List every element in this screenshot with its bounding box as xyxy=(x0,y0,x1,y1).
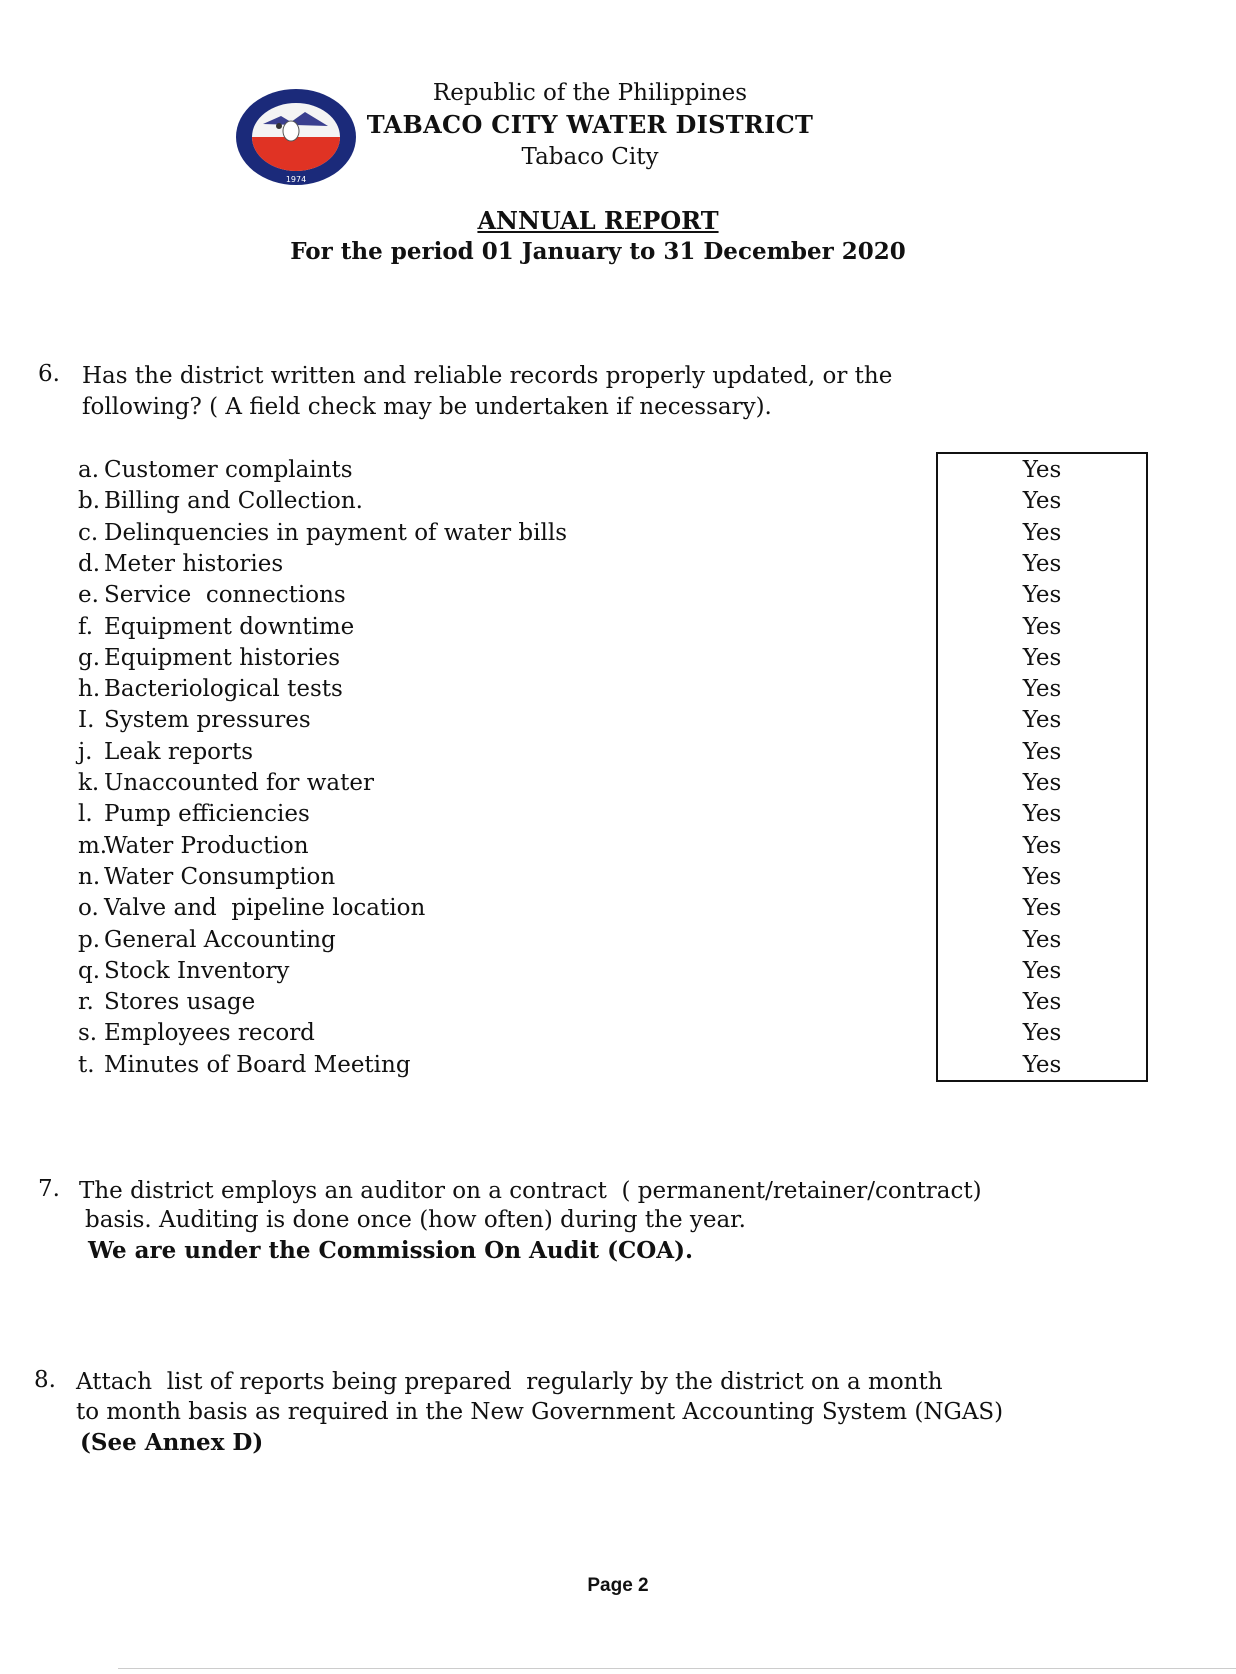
checklist-answer: Yes xyxy=(1022,801,1062,828)
checklist-answer: Yes xyxy=(1022,957,1062,984)
checklist-item-letter: r. xyxy=(78,989,94,1016)
checklist-item-letter: o. xyxy=(78,895,99,922)
checklist-answer: Yes xyxy=(1022,832,1062,859)
question-6-line-1: Has the district written and reliable records properly updated, or the xyxy=(82,363,893,389)
checklist-item-letter: a. xyxy=(78,457,100,483)
checklist-item-letter: l. xyxy=(78,801,93,828)
checklist-item-label: Service connections xyxy=(104,582,346,609)
checklist-item-letter: e. xyxy=(78,582,99,609)
checklist-item xyxy=(78,893,425,924)
checklist-item-letter: p. xyxy=(78,926,101,953)
checklist-item xyxy=(78,705,311,736)
svg-text:1974: 1974 xyxy=(285,175,307,184)
question-7-line-1: The district employs an auditor on a contract ( permanent/retainer/contract) xyxy=(79,1178,982,1204)
checklist-item-letter: g. xyxy=(78,644,101,671)
question-8-line-2: to month basis as required in the New Government Accounting System (NGAS) xyxy=(76,1399,1004,1425)
question-8-number: 8. xyxy=(34,1367,56,1393)
checklist-item-label: Water Production xyxy=(104,832,309,859)
checklist-item xyxy=(78,455,353,486)
checklist-item-letter: k. xyxy=(78,770,100,796)
report-title: ANNUAL REPORT xyxy=(477,206,719,235)
checklist-item-label: Pump efficiencies xyxy=(104,801,310,828)
checklist-item-label: Meter histories xyxy=(104,550,284,577)
checklist-answer: Yes xyxy=(1022,644,1062,671)
checklist-item-letter: I. xyxy=(78,707,95,734)
question-7-number: 7. xyxy=(38,1176,60,1202)
checklist-answer: Yes xyxy=(1022,1020,1062,1047)
checklist-item xyxy=(78,518,567,549)
question-8-line-1: Attach list of reports being prepared regularly by the district on a month xyxy=(76,1369,943,1395)
question-7-line-2: basis. Auditing is done once (how often) during the year. xyxy=(85,1207,746,1233)
checklist-item-label: Customer complaints xyxy=(104,457,353,483)
question-8-annex-note: (See Annex D) xyxy=(80,1429,264,1456)
district-name: TABACO CITY WATER DISTRICT xyxy=(366,110,814,139)
checklist-item-label: Equipment histories xyxy=(104,644,341,671)
checklist-item xyxy=(78,862,335,893)
checklist-item-label: Valve and pipeline location xyxy=(104,895,426,922)
checklist-answer: Yes xyxy=(1022,613,1062,640)
checklist-item xyxy=(78,549,283,580)
city-name: Tabaco City xyxy=(521,144,659,170)
checklist-answer: Yes xyxy=(1022,989,1062,1016)
checklist-item xyxy=(78,956,289,987)
checklist-item-label: Stores usage xyxy=(104,989,256,1016)
checklist-item xyxy=(78,1018,315,1049)
question-7-coa-note: We are under the Commission On Audit (COA). xyxy=(88,1237,694,1264)
question-6-number: 6. xyxy=(38,361,60,387)
checklist-item-letter: n. xyxy=(78,863,101,890)
checklist-item-label: Equipment downtime xyxy=(104,613,355,640)
checklist-answer: Yes xyxy=(1022,707,1062,734)
checklist-item xyxy=(78,580,346,611)
checklist-answer: Yes xyxy=(1022,488,1062,515)
checklist-item xyxy=(78,643,340,674)
checklist-item xyxy=(78,799,310,830)
report-period: For the period 01 January to 31 December 2020 xyxy=(290,238,906,265)
checklist-item-label: Minutes of Board Meeting xyxy=(104,1051,411,1078)
checklist-item xyxy=(78,1050,411,1081)
checklist-answer: Yes xyxy=(1022,895,1062,922)
checklist-item-label: Delinquencies in payment of water bills xyxy=(104,519,568,546)
checklist-answer: Yes xyxy=(1022,457,1062,483)
checklist-answer: Yes xyxy=(1022,582,1062,609)
checklist-answer: Yes xyxy=(1022,550,1062,577)
checklist-item-label: Water Consumption xyxy=(104,863,336,890)
checklist-answer: Yes xyxy=(1022,926,1062,953)
checklist-item-letter: b. xyxy=(78,488,101,515)
checklist-item-letter: d. xyxy=(78,550,101,577)
checklist-answer: Yes xyxy=(1022,770,1062,796)
checklist-item-label: Billing and Collection. xyxy=(104,488,363,515)
page-bottom-rule xyxy=(118,1668,1236,1669)
checklist-item-label: Unaccounted for water xyxy=(104,770,374,796)
checklist-item-label: Bacteriological tests xyxy=(104,676,343,703)
republic-heading: Republic of the Philippines xyxy=(432,80,748,106)
checklist-answer: Yes xyxy=(1022,519,1062,546)
checklist-item xyxy=(78,612,354,643)
checklist-item-letter: h. xyxy=(78,676,101,703)
checklist-item xyxy=(78,987,255,1018)
checklist-item-letter: q. xyxy=(78,957,101,984)
checklist-item-label: Stock Inventory xyxy=(104,957,290,984)
checklist-item-label: General Accounting xyxy=(104,926,336,953)
checklist-item-letter: f. xyxy=(78,613,94,640)
checklist-item xyxy=(78,737,253,768)
checklist-answer: Yes xyxy=(1022,1051,1062,1078)
checklist-item-letter: t. xyxy=(78,1051,95,1078)
checklist-answer: Yes xyxy=(1022,738,1062,765)
checklist-answer: Yes xyxy=(1022,676,1062,703)
checklist-item-letter: s. xyxy=(78,1020,98,1047)
checklist-item-letter: j. xyxy=(78,738,93,765)
checklist-answer: Yes xyxy=(1022,863,1062,890)
checklist-item-label: Leak reports xyxy=(104,738,254,765)
question-6-line-2: following? ( A field check may be undertaken if necessary). xyxy=(82,394,772,420)
checklist-item xyxy=(78,768,374,799)
answers-box xyxy=(936,452,1148,1082)
checklist-item xyxy=(78,925,336,956)
district-seal-logo xyxy=(233,86,359,188)
page-number: Page 2 xyxy=(587,1575,649,1596)
checklist-item xyxy=(78,674,343,705)
checklist-item-letter: c. xyxy=(78,519,99,546)
checklist-item-label: Employees record xyxy=(104,1020,315,1047)
checklist-item-letter: m. xyxy=(78,832,108,859)
checklist-item-label: System pressures xyxy=(104,707,311,734)
checklist-item xyxy=(78,831,309,862)
checklist-item xyxy=(78,486,363,517)
